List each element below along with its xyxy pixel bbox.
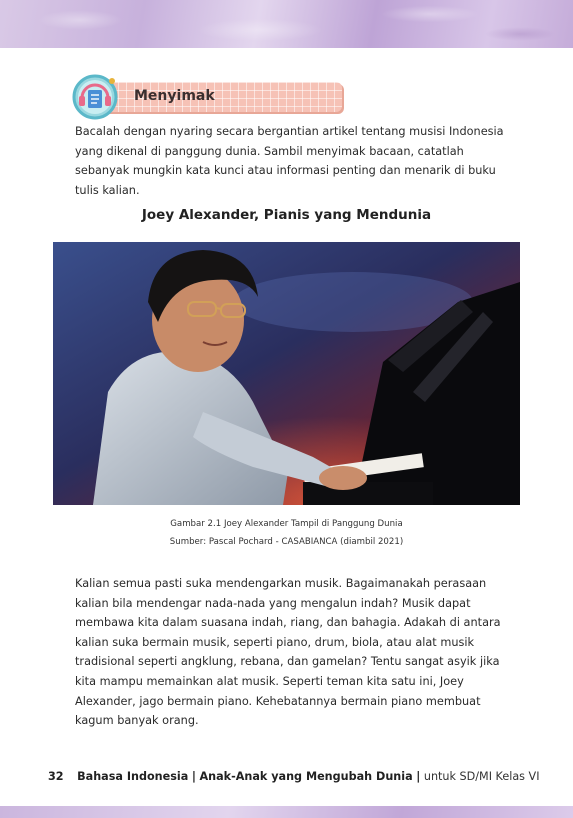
section-badge-bar xyxy=(94,82,342,112)
article-body-paragraph: Kalian semua pasti suka mendengarkan musik. Bagaimanakah perasaan kalian bila mendengar nada-nada yang mengalun indah? Musik dapat membawa kita dalam suasana indah, riang, dan bahagia. Adakah di antara kalian suka bermain musik, seperti piano, drum, biola, atau alat musik tradisional seperti angklung, rebana, dan gamelan? Tentu sangat asyik jika kita mampu memainkan alat musik. Seperti teman kita satu ini, Joey Alexander, jago bermain piano. Kehebatannya bermain piano membuat kagum banyak orang. xyxy=(75,577,501,728)
headphones-book-icon xyxy=(72,74,118,120)
page-number: 32 xyxy=(48,770,64,783)
book-title: Bahasa Indonesia xyxy=(77,770,189,783)
figure-source: Sumber: Pascal Pochard - CASABIANCA (diambil 2021) xyxy=(169,537,404,547)
photo-illustration xyxy=(53,242,520,505)
intro-paragraph: Bacalah dengan nyaring secara bergantian artikel tentang musisi Indonesia yang dikenal di panggung dunia. Sambil menyimak bacaan, catatlah sebanyak mungkin kata kunci atau informasi penting dan menarik di buku tulis kalian. xyxy=(75,125,504,197)
footer-decoration xyxy=(0,806,573,818)
page-footer xyxy=(48,770,540,783)
section-badge xyxy=(72,74,347,120)
section-title: Menyimak xyxy=(134,88,215,104)
audience-label: untuk SD/MI Kelas VI xyxy=(423,770,540,783)
footer-separator-1: | xyxy=(191,770,196,783)
footer-separator-2: | xyxy=(416,770,421,783)
boy-playing-grand-piano-photo xyxy=(53,242,520,505)
figure-caption: Gambar 2.1 Joey Alexander Tampil di Panggung Dunia xyxy=(170,519,403,529)
header-decoration xyxy=(0,0,573,48)
chapter-title: Anak-Anak yang Mengubah Dunia xyxy=(199,770,413,783)
article-title: Joey Alexander, Pianis yang Mendunia xyxy=(141,207,432,223)
